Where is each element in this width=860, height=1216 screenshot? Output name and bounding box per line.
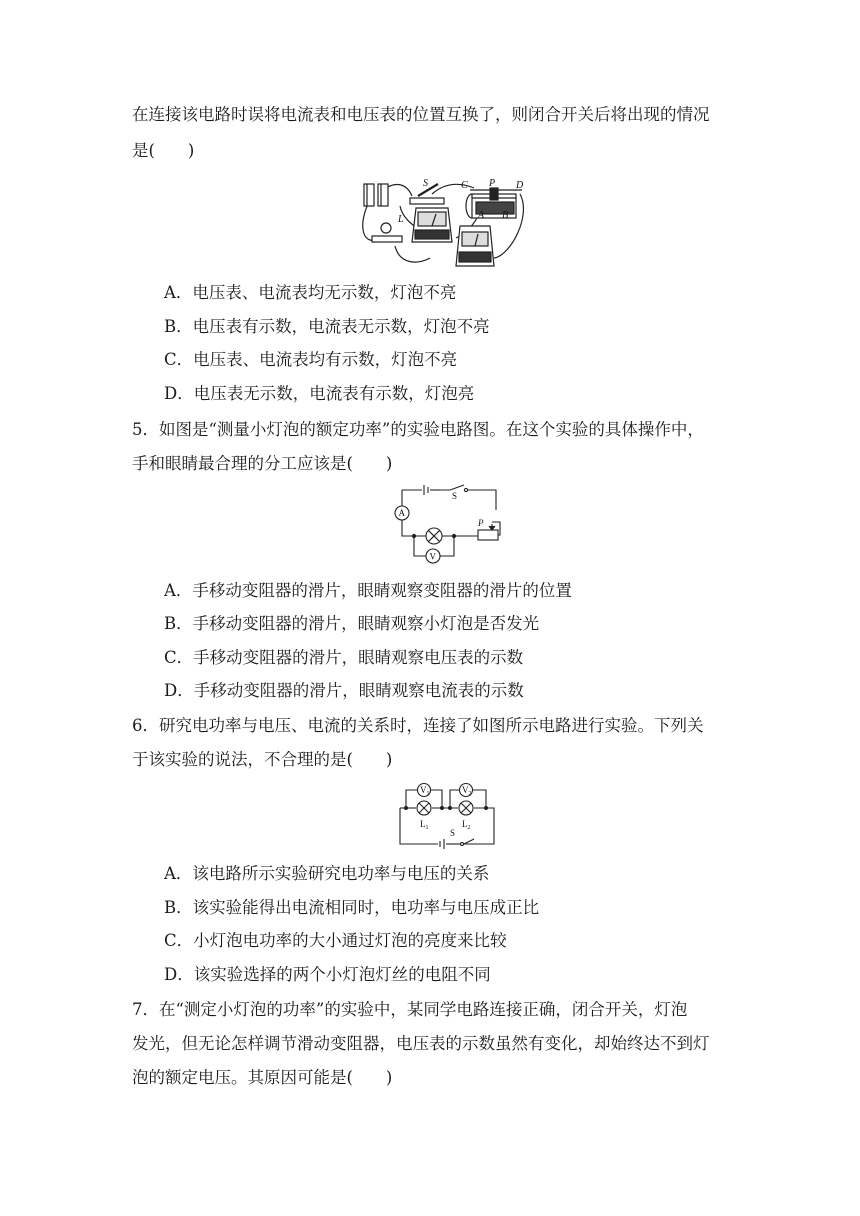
q6-stem-line1: 6．研究电功率与电压、电流的关系时，连接了如图所示电路进行实验。下列关	[132, 716, 704, 735]
q4-stem-line2: 是( )	[132, 141, 195, 160]
q6-switch-label: S	[450, 828, 456, 838]
q5-voltmeter-label: V	[429, 551, 436, 562]
q4-option-c: C．电压表、电流表均有示数，灯泡不亮	[164, 350, 458, 369]
q7-stem-line2: 发光，但无论怎样调节滑动变阻器，电压表的示数虽然有变化，却始终达不到灯	[132, 1034, 710, 1053]
q5-stem-line1: 5．如图是“测量小灯泡的额定功率”的实验电路图。在这个实验的具体操作中，	[132, 420, 704, 439]
q6-option-d: D．该实验选择的两个小灯泡灯丝的电阻不同	[164, 965, 491, 984]
q5-switch-label: S	[452, 491, 458, 501]
q4-option-b: B．电压表有示数，电流表无示数，灯泡不亮	[164, 317, 490, 336]
q4-label-l: L	[398, 214, 404, 225]
q6-option-b: B．该实验能得出电流相同时，电功率与电压成正比	[164, 898, 540, 917]
q7-stem-line1: 7．在“测定小灯泡的功率”的实验中，某同学电路连接正确，闭合开关，灯泡	[132, 1000, 688, 1019]
q5-option-b: B．手移动变阻器的滑片，眼睛观察小灯泡是否发光	[164, 614, 540, 633]
q4-label-b: B	[502, 210, 509, 221]
q4-label-s: S	[423, 178, 428, 189]
q5-slider-label: P	[478, 518, 484, 528]
q4-option-d: D．电压表无示数，电流表有示数，灯泡亮	[164, 384, 475, 403]
q5-option-c: C．手移动变阻器的滑片，眼睛观察电压表的示数	[164, 648, 524, 667]
q6-stem-line2: 于该实验的说法，不合理的是( )	[132, 750, 393, 769]
q5-option-d: D．手移动变阻器的滑片，眼睛观察电流表的示数	[164, 681, 524, 700]
q6-l1-label: $L_1$	[420, 819, 429, 831]
q6-circuit-figure	[398, 778, 498, 850]
q4-option-a: A．电压表、电流表均无示数，灯泡不亮	[164, 283, 457, 302]
q4-label-d: D	[516, 180, 524, 191]
q4-label-c: C	[461, 180, 468, 191]
q5-circuit-figure	[386, 484, 506, 570]
q6-v1-label: $V_1$	[420, 785, 430, 797]
q4-label-p: P	[489, 178, 496, 189]
q6-l2-label: $L_2$	[462, 819, 471, 831]
q4-label-a: A	[478, 210, 485, 221]
q6-v2-label: $V_2$	[462, 785, 472, 797]
q7-stem-line3: 泡的额定电压。其原因可能是( )	[132, 1068, 393, 1087]
q4-circuit-figure	[360, 176, 530, 272]
q5-ammeter-label: A	[398, 508, 405, 518]
q5-option-a: A．手移动变阻器的滑片，眼睛观察变阻器的滑片的位置	[164, 581, 572, 600]
q6-option-a: A．该电路所示实验研究电功率与电压的关系	[164, 864, 490, 883]
q5-stem-line2: 手和眼睛最合理的分工应该是( )	[132, 454, 393, 473]
q4-stem-line1: 在连接该电路时误将电流表和电压表的位置互换了，则闭合开关后将出现的情况	[132, 105, 710, 124]
q6-option-c: C．小灯泡电功率的大小通过灯泡的亮度来比较	[164, 931, 507, 950]
